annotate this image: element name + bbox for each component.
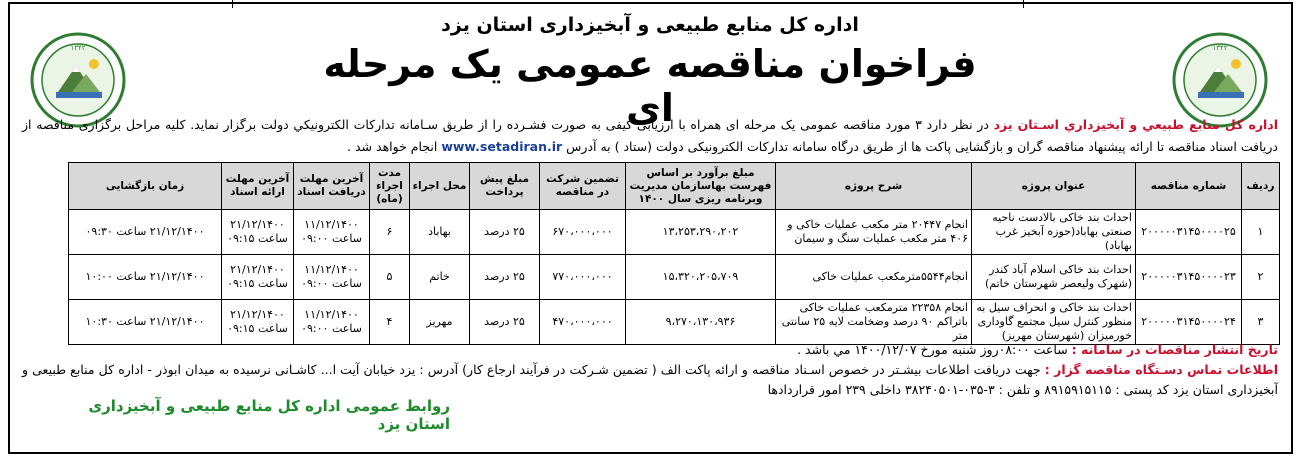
top-tab — [232, 0, 1024, 8]
column-header: مبلغ پیش پرداخت — [470, 163, 540, 210]
contact-label: اطلاعات تماس دسـتگاه مناقصه گزار : — [1044, 362, 1278, 377]
column-header: محل اجراء — [410, 163, 470, 210]
tenders-table — [68, 162, 1280, 345]
location: بهاباد — [410, 210, 470, 255]
guarantee-amount: ۷۷۰،۰۰۰،۰۰۰ — [540, 255, 626, 300]
publish-text: ساعت ۰۸:۰۰روز شنبه مورخ ۱۴۰۰/۱۲/۰۷ مي باشد . — [797, 342, 1072, 357]
table-row — [69, 255, 1280, 300]
duration: ۴ — [370, 300, 410, 345]
footer-info — [22, 340, 1278, 400]
intro-text-2: انجام خواهد شد . — [347, 139, 442, 154]
organization-title: اداره کل منابع طبیعی و آبخیزداری استان یزد — [441, 14, 859, 36]
page-title: فراخوان مناقصه عمومی یک مرحله ای — [323, 42, 977, 130]
duration: ۶ — [370, 210, 410, 255]
submit-deadline: ۲۱/۱۲/۱۴۰۰ ساعت ۰۹:۱۵ — [222, 255, 294, 300]
prepayment: ۲۵ درصد — [470, 255, 540, 300]
contact-text: جهت دریافت اطلاعات بیشـتر در خصوص اسـناد مناقصه و ارائه پاکت الف ( تضمین شـرکت در فرآیند ارجاع کار) آدرس : یزد خیابان آیت ا... کاشـانی نرسیده به میدان ابوذر - اداره کل منابع طبیعی و آبخیزداری استان یزد کد پستی : ۸۹۱۵۹۱۵۱۱۵ و تلفن : ۳-۰۳۵-۳۸۲۴۰۵۰۱ داخلی ۲۳۹ امور قراردادها — [22, 362, 1278, 397]
svg-text:۱۳۴۲: ۱۳۴۲ — [1212, 44, 1228, 52]
duration: ۵ — [370, 255, 410, 300]
column-header: زمان بازگشایی — [69, 163, 222, 210]
project-description: انجام ۲۲۳۵۸ مترمکعب عملیات خاکی باتراکم ۹۰ درصد وضخامت لایه ۲۵ سانتی متر — [776, 300, 972, 345]
submit-deadline: ۲۱/۱۲/۱۴۰۰ ساعت ۰۹:۱۵ — [222, 300, 294, 345]
estimate-amount: ۹،۲۷۰،۱۳۰،۹۳۶ — [626, 300, 776, 345]
opening-time: ۲۱/۱۲/۱۴۰۰ ساعت ۱۰:۳۰ — [69, 300, 222, 345]
tender-number: ۲۰۰۰۰۰۳۱۴۵۰۰۰۰۲۵ — [1136, 210, 1242, 255]
submit-deadline: ۲۱/۱۲/۱۴۰۰ ساعت ۰۹:۱۵ — [222, 210, 294, 255]
intro-text-1: در نظر دارد ۳ مورد مناقصه عمومی یک مرحله ای همراه با ارزیابی کیفی به صورت فشـرده را از طریق سـامانه تدارکات الکترونیکي دولت برگزار نماید. کلیه مراحل برگزاری مناقصه از دریافت اسناد مناقصه تا ارائه پیشنهاد مناقصه گران و بازگشایی پاکت ها از طریق درگاه سامانه تدارکات الکترونیکی دولت (ستاد ) به آدرس — [22, 117, 1278, 154]
receive-deadline: ۱۱/۱۲/۱۴۰۰ ساعت ۰۹:۰۰ — [294, 210, 370, 255]
receive-deadline: ۱۱/۱۲/۱۴۰۰ ساعت ۰۹:۰۰ — [294, 300, 370, 345]
table-row — [69, 300, 1280, 345]
public-relations-signature: روابط عمومی اداره کل منابع طبیعی و آبخیزداری استان یزد — [88, 397, 450, 433]
svg-text:۱۳۴۲: ۱۳۴۲ — [70, 44, 86, 52]
publish-label: تاریخ انتشار مناقصات در سامانه : — [1071, 342, 1278, 357]
table-row — [69, 210, 1280, 255]
opening-time: ۲۱/۱۲/۱۴۰۰ ساعت ۰۹:۳۰ — [69, 210, 222, 255]
project-title: احداث بند خاکی اسلام آباد کندر (شهرک ولیعصر شهرستان خاتم) — [972, 255, 1136, 300]
column-header: عنوان پروژه — [972, 163, 1136, 210]
estimate-amount: ۱۳،۲۵۳،۲۹۰،۲۰۲ — [626, 210, 776, 255]
column-header: ردیف — [1242, 163, 1280, 210]
receive-deadline: ۱۱/۱۲/۱۴۰۰ ساعت ۰۹:۰۰ — [294, 255, 370, 300]
prepayment: ۲۵ درصد — [470, 300, 540, 345]
column-header: شرح پروژه — [776, 163, 972, 210]
column-header: شماره مناقصه — [1136, 163, 1242, 210]
intro-org-name: اداره کل منابع طبيعي و آبخيزداري اسـتان يزد — [993, 117, 1278, 132]
prepayment: ۲۵ درصد — [470, 210, 540, 255]
table-body — [69, 210, 1280, 345]
guarantee-amount: ۴۷۰،۰۰۰،۰۰۰ — [540, 300, 626, 345]
table-header-row — [69, 163, 1280, 210]
project-description: انجام۵۵۴۴مترمکعب عملیات خاکی — [776, 255, 972, 300]
row-index: ۳ — [1242, 300, 1280, 345]
tender-number: ۲۰۰۰۰۰۳۱۴۵۰۰۰۰۲۳ — [1136, 255, 1242, 300]
row-index: ۱ — [1242, 210, 1280, 255]
guarantee-amount: ۶۷۰،۰۰۰،۰۰۰ — [540, 210, 626, 255]
column-header: آخرین مهلت دریافت اسناد — [294, 163, 370, 210]
project-description: انجام ۲۰۴۴۷ متر مکعب عملیات خاکی و ۴۰۶ متر مکعب عملیات سنگ و سیمان — [776, 210, 972, 255]
project-title: احداث بند خاکی و انحراف سیل به منظور کنترل سیل مجتمع گاوداری خورمیزان (شهرستان مهریز) — [972, 300, 1136, 345]
column-header: آخرین مهلت ارائه اسناد — [222, 163, 294, 210]
column-header: مبلغ برآورد بر اساس فهرست بهاسازمان مدیریت وبرنامه ریزی سال ۱۴۰۰ — [626, 163, 776, 210]
estimate-amount: ۱۵،۳۲۰،۲۰۵،۷۰۹ — [626, 255, 776, 300]
project-title: احداث بند خاکی بالادست ناحیه صنعتی بهاباد(حوزه آبخیز غرب بهاباد) — [972, 210, 1136, 255]
location: خاتم — [410, 255, 470, 300]
column-header: تضمین شرکت در مناقصه — [540, 163, 626, 210]
column-header: مدت اجراء (ماه) — [370, 163, 410, 210]
intro-paragraph — [22, 114, 1278, 158]
opening-time: ۲۱/۱۲/۱۴۰۰ ساعت ۱۰:۰۰ — [69, 255, 222, 300]
location: مهریز — [410, 300, 470, 345]
row-index: ۲ — [1242, 255, 1280, 300]
website-link[interactable]: www.setadiran.ir — [441, 139, 563, 154]
tender-number: ۲۰۰۰۰۰۳۱۴۵۰۰۰۰۲۴ — [1136, 300, 1242, 345]
